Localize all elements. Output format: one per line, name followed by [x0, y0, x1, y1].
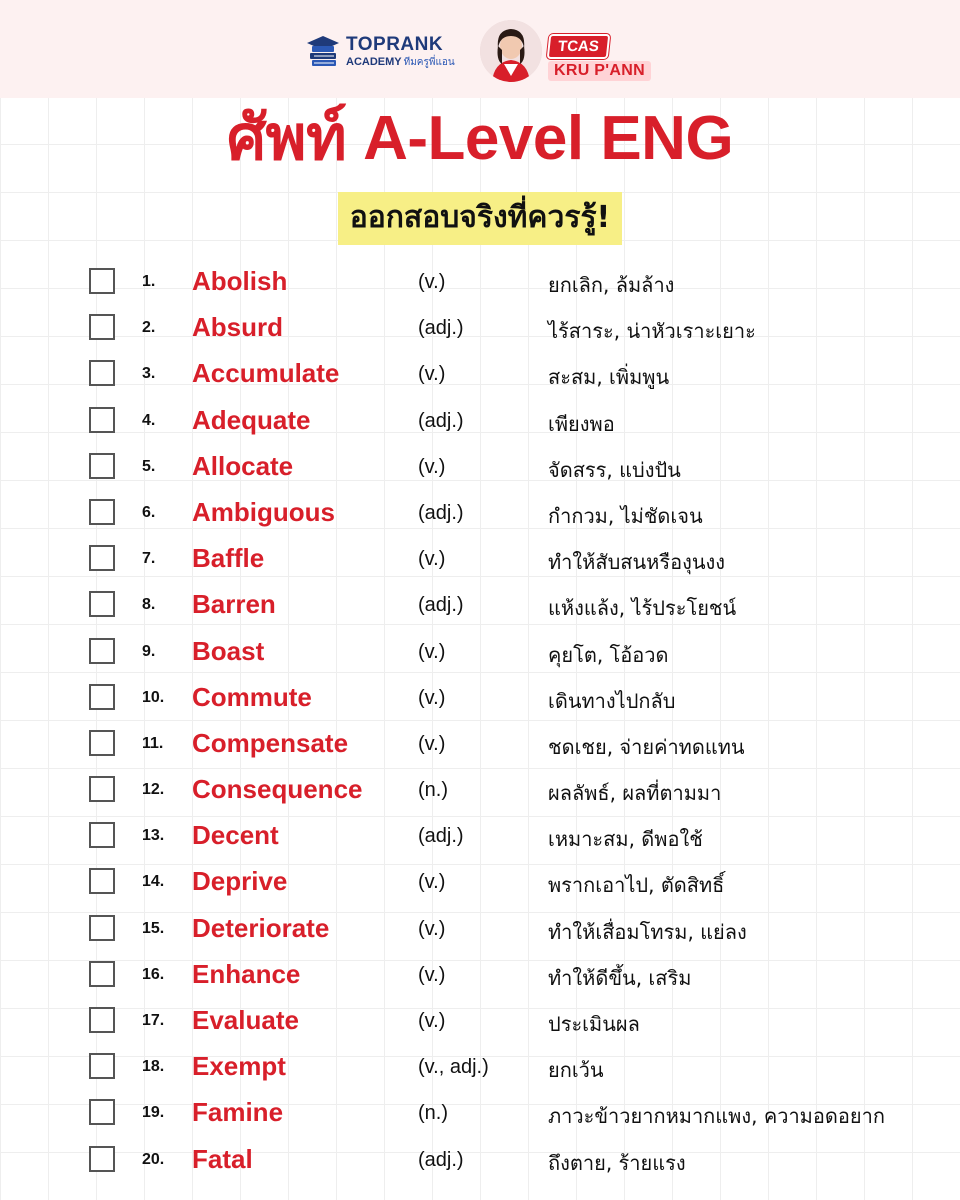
- vocab-checkbox[interactable]: [89, 1146, 115, 1172]
- vocab-row: [0, 997, 960, 1043]
- vocab-number: 8.: [142, 596, 156, 614]
- vocab-term: Consequence: [192, 774, 363, 805]
- vocab-checkbox[interactable]: [89, 407, 115, 433]
- vocab-part-of-speech: (v.): [418, 963, 446, 986]
- vocab-number: 17.: [142, 1012, 165, 1029]
- vocab-term: Enhance: [192, 958, 301, 989]
- vocab-number: 12.: [142, 781, 165, 799]
- vocab-row: [0, 443, 960, 489]
- vocab-term: Exempt: [192, 1051, 286, 1082]
- vocab-checkbox[interactable]: [89, 453, 115, 479]
- vocab-term: Boast: [192, 635, 265, 666]
- vocab-part-of-speech: (v.): [418, 871, 446, 894]
- vocab-row: [0, 350, 960, 396]
- vocab-number: 16.: [142, 965, 165, 983]
- vocab-row: [0, 489, 960, 535]
- vocab-number: 19.: [142, 1104, 165, 1122]
- vocab-part-of-speech: (adj.): [418, 594, 464, 617]
- vocab-checkbox[interactable]: [89, 868, 115, 894]
- teacher-label: KRU P'ANN: [548, 61, 651, 81]
- vocab-part-of-speech: (adj.): [418, 409, 464, 432]
- vocab-row: [0, 258, 960, 304]
- vocab-meaning: ถึงตาย, ร้ายแรง: [548, 1150, 686, 1175]
- vocab-term: Famine: [192, 1097, 284, 1128]
- vocab-checkbox[interactable]: [89, 961, 115, 987]
- vocab-part-of-speech: (n.): [418, 1102, 448, 1125]
- vocab-term: Accumulate: [192, 358, 340, 389]
- vocab-number: 14.: [142, 873, 165, 891]
- vocab-number: 6.: [142, 503, 156, 521]
- vocab-meaning: ยกเว้น: [548, 1058, 604, 1083]
- vocab-row: [0, 397, 960, 443]
- subtitle-wrap: [0, 192, 960, 245]
- vocab-row: [0, 812, 960, 858]
- vocab-meaning: ยกเลิก, ล้มล้าง: [548, 273, 675, 297]
- vocab-number: 7.: [142, 550, 156, 568]
- vocab-row: [0, 951, 960, 997]
- vocab-meaning: คุยโต, โอ้อวด: [548, 642, 669, 667]
- vocab-checkbox[interactable]: [89, 314, 115, 340]
- vocab-part-of-speech: (v.): [418, 1010, 446, 1032]
- vocab-number: 20.: [142, 1150, 165, 1168]
- vocab-term: Absurd: [192, 312, 283, 343]
- vocab-meaning: จัดสรร, แบ่งปัน: [548, 457, 681, 482]
- vocab-part-of-speech: (v.): [418, 271, 446, 293]
- vocab-meaning: ทำให้เสื่อมโทรม, แย่ลง: [548, 919, 747, 944]
- vocab-term: Decent: [192, 820, 279, 851]
- vocab-row: [0, 581, 960, 627]
- vocab-part-of-speech: (v.): [418, 732, 446, 755]
- vocab-row: [0, 674, 960, 720]
- vocab-term: Allocate: [192, 450, 294, 481]
- vocab-checkbox[interactable]: [89, 360, 115, 386]
- vocab-part-of-speech: (adj.): [418, 825, 464, 848]
- toprank-brand: [306, 34, 455, 68]
- vocab-checkbox[interactable]: [89, 1099, 115, 1125]
- vocab-checkbox[interactable]: [89, 1053, 115, 1079]
- vocab-checkbox[interactable]: [89, 730, 115, 756]
- vocab-meaning: เพียงพอ: [548, 411, 615, 436]
- vocab-row: [0, 720, 960, 766]
- vocab-number: 1.: [142, 273, 156, 290]
- vocab-meaning: พรากเอาไป, ตัดสิทธิ์: [548, 873, 725, 898]
- vocab-number: 13.: [142, 827, 165, 845]
- vocab-term: Abolish: [192, 266, 288, 296]
- vocab-checkbox[interactable]: [89, 545, 115, 571]
- brand-sub: [346, 57, 455, 68]
- brand-name: TOPRANK: [346, 33, 444, 55]
- vocab-term: Fatal: [192, 1143, 253, 1174]
- vocab-row: [0, 304, 960, 350]
- vocab-row: [0, 905, 960, 951]
- vocab-row: [0, 1089, 960, 1135]
- vocab-number: 11.: [142, 734, 164, 752]
- vocab-checkbox[interactable]: [89, 591, 115, 617]
- vocab-row: [0, 1136, 960, 1182]
- book-stack-logo-icon: [306, 34, 340, 68]
- vocab-part-of-speech: (v.): [418, 363, 446, 386]
- vocab-term: Baffle: [192, 543, 265, 574]
- vocab-meaning: ประเมินผล: [548, 1012, 640, 1036]
- vocab-meaning: สะสม, เพิ่มพูน: [548, 365, 670, 390]
- vocab-checkbox[interactable]: [89, 638, 115, 664]
- vocab-meaning: เหมาะสม, ดีพอใช้: [548, 827, 703, 852]
- vocab-part-of-speech: (v.): [418, 917, 446, 940]
- vocab-row: [0, 1043, 960, 1089]
- vocab-number: 3.: [142, 365, 156, 383]
- vocab-number: 10.: [142, 688, 165, 706]
- vocab-term: Deteriorate: [192, 912, 330, 943]
- vocab-meaning: เดินทางไปกลับ: [548, 688, 676, 713]
- vocab-row: [0, 858, 960, 904]
- vocab-meaning: แห้งแล้ง, ไร้ประโยชน์: [548, 596, 737, 621]
- page-title: ศัพท์ A-Level ENG: [226, 104, 734, 173]
- vocab-number: 4.: [142, 411, 156, 429]
- vocab-checkbox[interactable]: [89, 915, 115, 941]
- vocab-checkbox[interactable]: [89, 1007, 115, 1033]
- vocab-part-of-speech: (n.): [418, 779, 448, 802]
- vocab-meaning: ภาวะข้าวยากหมากแพง, ความอดอยาก: [548, 1104, 885, 1129]
- tcas-badge: [548, 34, 651, 81]
- vocab-part-of-speech: (v.): [418, 640, 446, 663]
- vocab-term: Commute: [192, 681, 312, 712]
- vocab-number: 5.: [142, 457, 156, 475]
- vocab-meaning: ทำให้สับสนหรืองุนงง: [548, 550, 726, 575]
- vocab-part-of-speech: (adj.): [418, 501, 464, 524]
- vocab-row: [0, 535, 960, 581]
- vocab-meaning: ทำให้ดีขึ้น, เสริม: [548, 965, 692, 990]
- vocab-part-of-speech: (adj.): [418, 1148, 464, 1171]
- vocabulary-list: [0, 258, 960, 1182]
- vocab-term: Ambiguous: [192, 496, 335, 527]
- page-subtitle: ออกสอบจริงที่ควรรู้!: [338, 192, 623, 245]
- vocab-meaning: ไร้สาระ, น่าหัวเราะเยาะ: [548, 319, 756, 344]
- vocab-number: 2.: [142, 319, 156, 337]
- vocab-term: Deprive: [192, 866, 288, 897]
- vocab-checkbox[interactable]: [89, 499, 115, 525]
- vocab-meaning: กำกวม, ไม่ชัดเจน: [548, 503, 703, 528]
- brand-sub-thai: ทีมครูพี่แอน: [403, 56, 455, 68]
- vocab-part-of-speech: (v.): [418, 455, 446, 478]
- vocab-term: Barren: [192, 589, 276, 620]
- vocab-term: Compensate: [192, 727, 349, 758]
- vocab-row: [0, 766, 960, 812]
- vocab-meaning: ผลลัพธ์, ผลที่ตามมา: [548, 781, 722, 806]
- vocab-checkbox[interactable]: [89, 776, 115, 802]
- tcas-label: TCAS: [547, 34, 610, 59]
- teacher-portrait-icon: [480, 20, 542, 82]
- vocab-part-of-speech: (v.): [418, 686, 446, 709]
- teacher-avatar: [480, 20, 542, 82]
- vocab-row: [0, 628, 960, 674]
- vocab-number: 18.: [142, 1058, 165, 1076]
- vocab-number: 15.: [142, 919, 165, 937]
- vocab-term: Evaluate: [192, 1005, 299, 1035]
- vocab-number: 9.: [142, 642, 156, 660]
- vocab-checkbox[interactable]: [89, 684, 115, 710]
- vocab-checkbox[interactable]: [89, 268, 115, 294]
- vocab-term: Adequate: [192, 404, 311, 435]
- vocab-part-of-speech: (v.): [418, 548, 446, 571]
- vocab-checkbox[interactable]: [89, 822, 115, 848]
- vocab-part-of-speech: (v., adj.): [418, 1056, 489, 1079]
- vocab-meaning: ชดเชย, จ่ายค่าทดแทน: [548, 734, 745, 759]
- brand-sub-en: ACADEMY: [346, 55, 402, 68]
- vocab-part-of-speech: (adj.): [418, 317, 464, 340]
